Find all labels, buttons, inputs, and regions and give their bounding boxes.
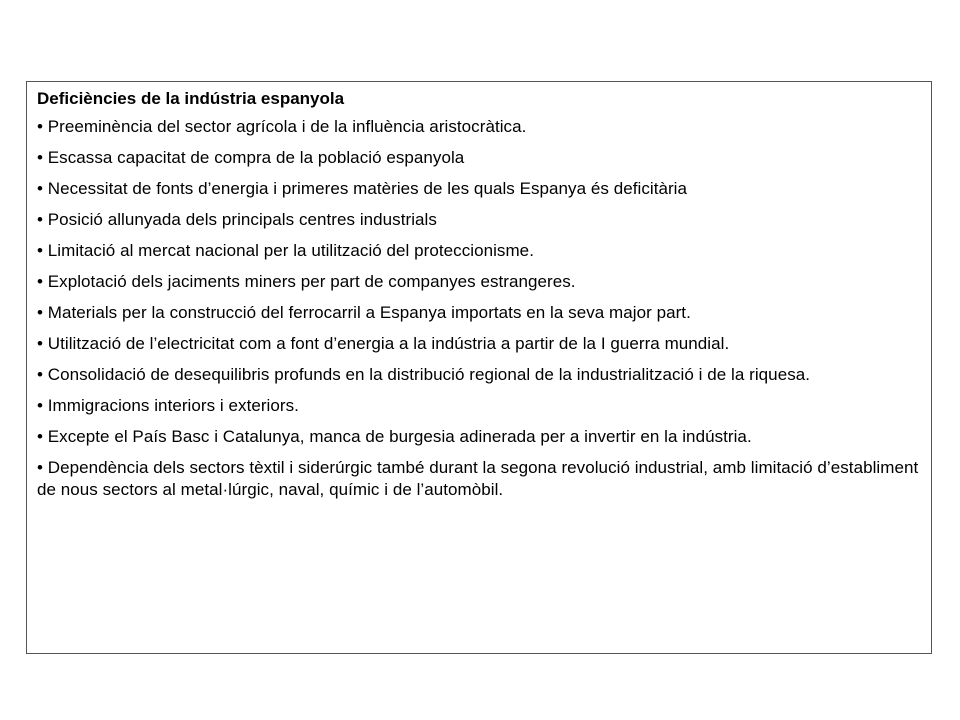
deficiencies-list	[37, 116, 921, 501]
list-item: • Necessitat de fonts d’energia i primeres matèries de les quals Espanya és deficitària	[37, 178, 921, 200]
list-item: • Excepte el País Basc i Catalunya, manca de burgesia adinerada per a invertir en la indústria.	[37, 426, 921, 448]
list-item: • Utilització de l’electricitat com a font d’energia a la indústria a partir de la I guerra mundial.	[37, 333, 921, 355]
list-item: • Preeminència del sector agrícola i de la influència aristocràtica.	[37, 116, 921, 138]
deficiencies-box	[26, 81, 932, 654]
list-item: • Materials per la construcció del ferrocarril a Espanya importats en la seva major part.	[37, 302, 921, 324]
list-item: • Limitació al mercat nacional per la utilització del proteccionisme.	[37, 240, 921, 262]
list-item: • Explotació dels jaciments miners per part de companyes estrangeres.	[37, 271, 921, 293]
list-item: • Consolidació de desequilibris profunds en la distribució regional de la industrialització i de la riquesa.	[37, 364, 921, 386]
list-item: • Dependència dels sectors tèxtil i siderúrgic també durant la segona revolució industrial, amb limitació d’establiment de nous sectors al metal·lúrgic, naval, químic i de l’automòbil.	[37, 457, 921, 501]
list-item: • Escassa capacitat de compra de la població espanyola	[37, 147, 921, 169]
list-item: • Immigracions interiors i exteriors.	[37, 395, 921, 417]
box-title: Deficiències de la indústria espanyola	[37, 89, 345, 108]
list-item: • Posició allunyada dels principals centres industrials	[37, 209, 921, 231]
